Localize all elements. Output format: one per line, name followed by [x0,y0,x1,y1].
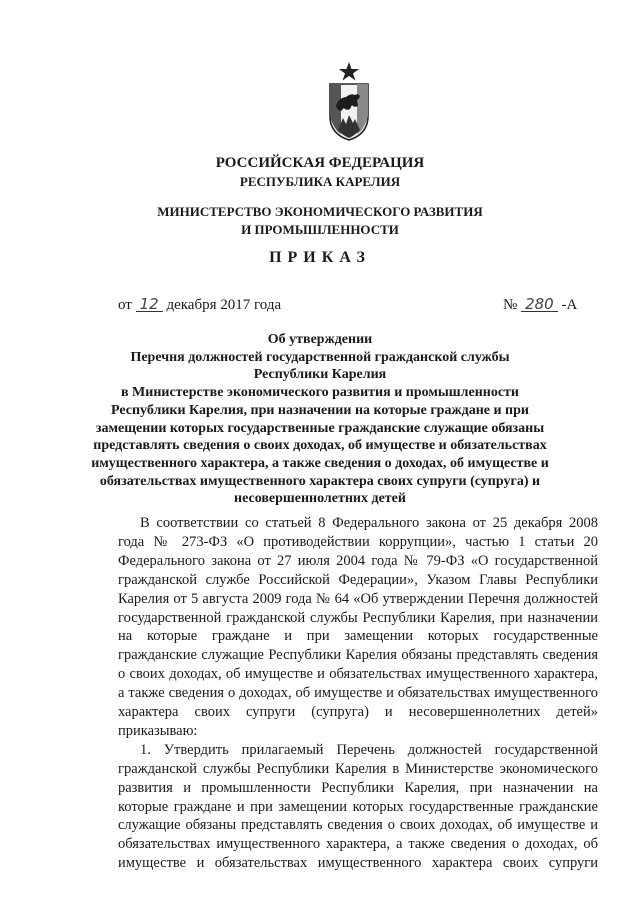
date-rest: декабря 2017 года [166,297,282,313]
body-line: государственной гражданской службы Республики Карелия, при назначении [118,609,598,626]
body-line: гражданской службе Российской Федерации», Указом Главы Республики [118,571,598,588]
date-field [118,297,281,314]
title-line: Республики Карелия, при назначении на которые граждане и при [111,402,529,418]
body-line: Карелия от 5 августа 2009 года № 64 «Об утверждении Перечня должностей [118,590,598,607]
body-line: развития и промышленности Республики Карелия, при назначении на [118,779,598,796]
body-line: характера своих супруги (супруга) и несовершеннолетних детей» [118,704,598,720]
order-number-field [503,297,577,314]
republic-name: РЕСПУБЛИКА КАРЕЛИЯ [239,174,401,189]
number-suffix: -А [561,297,578,313]
body-line: о своих доходах, об имуществе и обязательствах имущественного характера, [118,666,598,683]
body-line: которые граждане и при замещении которых государственные гражданские [118,798,598,815]
country-name: РОССИЙСКАЯ ФЕДЕРАЦИЯ [215,155,425,171]
title-line: Перечня должностей государственной гражданской службы [130,349,510,365]
title-line: замещении которых государственные гражданские служащие обязаны [95,420,545,436]
ministry-name-line1: МИНИСТЕРСТВО ЭКОНОМИЧЕСКОГО РАЗВИТИЯ [157,204,483,219]
body-line: служащие обязаны представлять сведения о своих доходах, об имуществе и [118,817,598,834]
title-line: Республики Карелия [253,367,387,383]
coat-of-arms-icon [324,60,374,142]
body-line: имуществе и обязательствах имущественного характера своих супруги [118,855,598,872]
body-line: гражданской службы Республики Карелия в Министерстве экономического [118,760,598,777]
date-day-handwritten: 12 [136,297,163,312]
ministry-name-line2: И ПРОМЫШЛЕННОСТИ [241,222,399,237]
body-line: гражданские служащие Республики Карелия обязаны представлять сведения [118,647,598,664]
body-line: обязательствах имущественного характера, а также сведения о доходах, об [118,836,598,853]
title-line: в Министерстве экономического развития и промышленности [120,385,519,401]
title-line: несовершеннолетних детей [234,491,406,507]
body-line: года № 273-ФЗ «О противодействии коррупции», частью 1 статьи 20 [118,533,598,550]
title-line: имущественного характера, а также сведения о доходах, об имуществе и [91,455,549,471]
body-line: Федерального закона от 27 июля 2004 года № 79-ФЗ «О государственной [118,552,598,569]
date-prefix: от [118,297,132,313]
document-type: ПРИКАЗ [269,249,371,266]
order-number-handwritten: 280 [521,297,558,312]
number-prefix: № [503,297,518,313]
title-line: представлять сведения о своих доходах, об имуществе и обязательствах [93,438,547,454]
title-line: обязательствах имущественного характера своих супруги (супруга) и [99,473,541,489]
body-line: В соответствии со статьей 8 Федерального закона от 25 декабря 2008 [140,515,598,531]
body-line: 1. Утвердить прилагаемый Перечень должностей государственной [140,741,598,758]
body-line: приказываю: [118,722,198,739]
title-line: Об утверждении [267,332,373,347]
body-line: а также сведения о доходах, об имуществе и обязательствах имущественного [118,685,598,702]
body-line: на которые граждане и при замещении которых государственные [118,628,598,645]
